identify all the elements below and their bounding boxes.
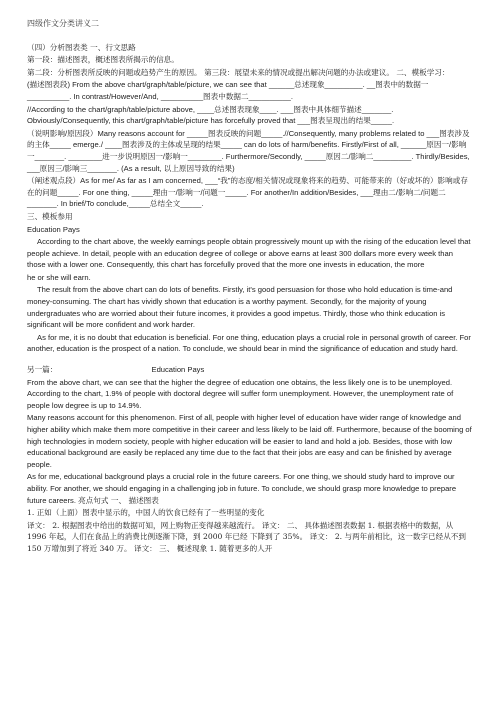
essay-paragraph: As for me, it is no doubt that education is beneficial. For one thing, education plays a crucial role in personal growth of career. For another, education is the prospect of a nation. To conclude, we should bear in mind the significance of education and study hard. (27, 332, 471, 354)
essay-paragraph: he or she will earn. (27, 272, 91, 282)
essay-paragraph: Many reasons account for this phenomenon. First of all, people with higher level of education have wider range of knowledge and higher ability which make them more competitive in their career and less likely to be laid off. Furthermore, because of the booming of high technologies in modern society, people with higher education will be easier to land and hold a job. Besides, those with low educational background are easily be replaced any time due to the fact that their jobs are easy and can be finished by average people. (27, 413, 472, 469)
template-paragraph: //According to the chart/graph/table/picture above, ____总述图表现象____. ___图表中具体细节描述_______. Obviously/Consequently, this chart/graph/table/picture has forcefully proved that ___图表呈现出的结果_____. (27, 104, 395, 126)
paragraph: 第二段：分析图表所反映的问题或趋势产生的原因。 第三段：展望未来的情况或提出解决问题的办法或建议。 二、模板学习： (27, 67, 450, 77)
spacer (27, 356, 472, 364)
template-paragraph: （说明影响/原因段）Many reasons account for _____图表反映的问题_____.//Consequently, many problems related to ___图表涉及的主体_____ emerge./ ____图表涉及的主体或呈现的结果_____ can do lots of harm/benefits. Firstly/First of all, ______原因一/影响一_______. ________进一步说明原因一/影响一________. Furthermore/Secondly, _____原因二/影响二_________. Thirdly/Besides, ___原因三/影响三_______. (As a result, 以上原因导致的结果) (27, 128, 470, 173)
paragraph: 第一段：描述图表，概述图表所揭示的信息。 (27, 55, 179, 65)
essay-paragraph-text: As for me, educational background plays a crucial role in the future careers. For one thing, we should study hard to improve our ability. For another, we should engaging in a challenging job in future. To conclude, we should grasp more knowledge to prepare future careers. (27, 472, 457, 505)
template-paragraph: （阐述观点段）As for me/ As far as I am concerned, ___“我”的态度/相关情况或现象将来的趋势、可能带来的（好或坏的）影响或存在的问题_____. For one thing, _____理由一/影响一/问题一_____. For another/In addition/Besides, ___理由二/影响二/问题二_______. In brief/To conclude,_____总结全文_____. (27, 176, 468, 209)
highlight-item: 1. 正如（上面）图表中显示的，中国人的饮食已经有了一些明显的变化 (27, 508, 265, 518)
highlight-item: 译文： 2. 根据图表中给出的数据可知，网上购物正变得越来越流行。 译文： 二、 具体描述图表数据 1. 根据表格中的数据，从 1996 年起，人们在食品上的消费比例逐渐下降，到 2000 年已经 下降到了 35%。 译文： 2. 与两年前相比，这一数字已经从不到 150 万增加到了将近 340 万。 译文： 三、 概述现象 1. 随着更多的人开 (27, 520, 466, 553)
template-paragraph: (描述图表段) From the above chart/graph/table/picture, we can see that ______总述现象_________. __图表中的数据一__________. In contrast/However/And, __________图表中数据二__________. (27, 80, 429, 101)
section-heading: （四）分析图表类 一、行文思路 (27, 42, 136, 52)
essay-paragraph (27, 471, 472, 506)
alt-label: 另一篇： (27, 365, 58, 375)
essay-paragraph: According to the chart above, the weekly earnings people obtain progressively mount up with the rising of the education level that people achieve. In detail, people with an education degree of college or above earns at least 300 dollars more every week than those with a lower one. Consequently, this chart has forcefully proved that the more one invests in education, the more (27, 237, 471, 270)
essay-paragraph: The result from the above chart can do lots of benefits. Firstly, it's good persuasion for those who hold education is time-and money-consuming. The chart has vividly shown that education is a worthy payment. Secondly, for the majority of young undergraduates who are worried about their future incomes, it provides a good impetus. Thirdly, those who think education is significant will be more confident and work harder. (27, 285, 453, 330)
page-header: 四级作文分类讲义二 (27, 19, 99, 28)
essay-title-line (27, 364, 472, 376)
essay-title: Education Pays (151, 365, 205, 375)
essay-paragraph: From the above chart, we can see that the higher the degree of education one obtains, the less likely one is to be unemployed. According to the chart, 1.9% of people with doctoral degree will suffer form unemployment. However, the unemployment rate of people low degree is up to 14.9%. (27, 377, 454, 410)
essay-title: Education Pays (27, 224, 80, 234)
section-heading: 三、模板参用 (27, 211, 73, 221)
highlight-heading: 亮点句式 一、 描述图表 (78, 495, 159, 505)
